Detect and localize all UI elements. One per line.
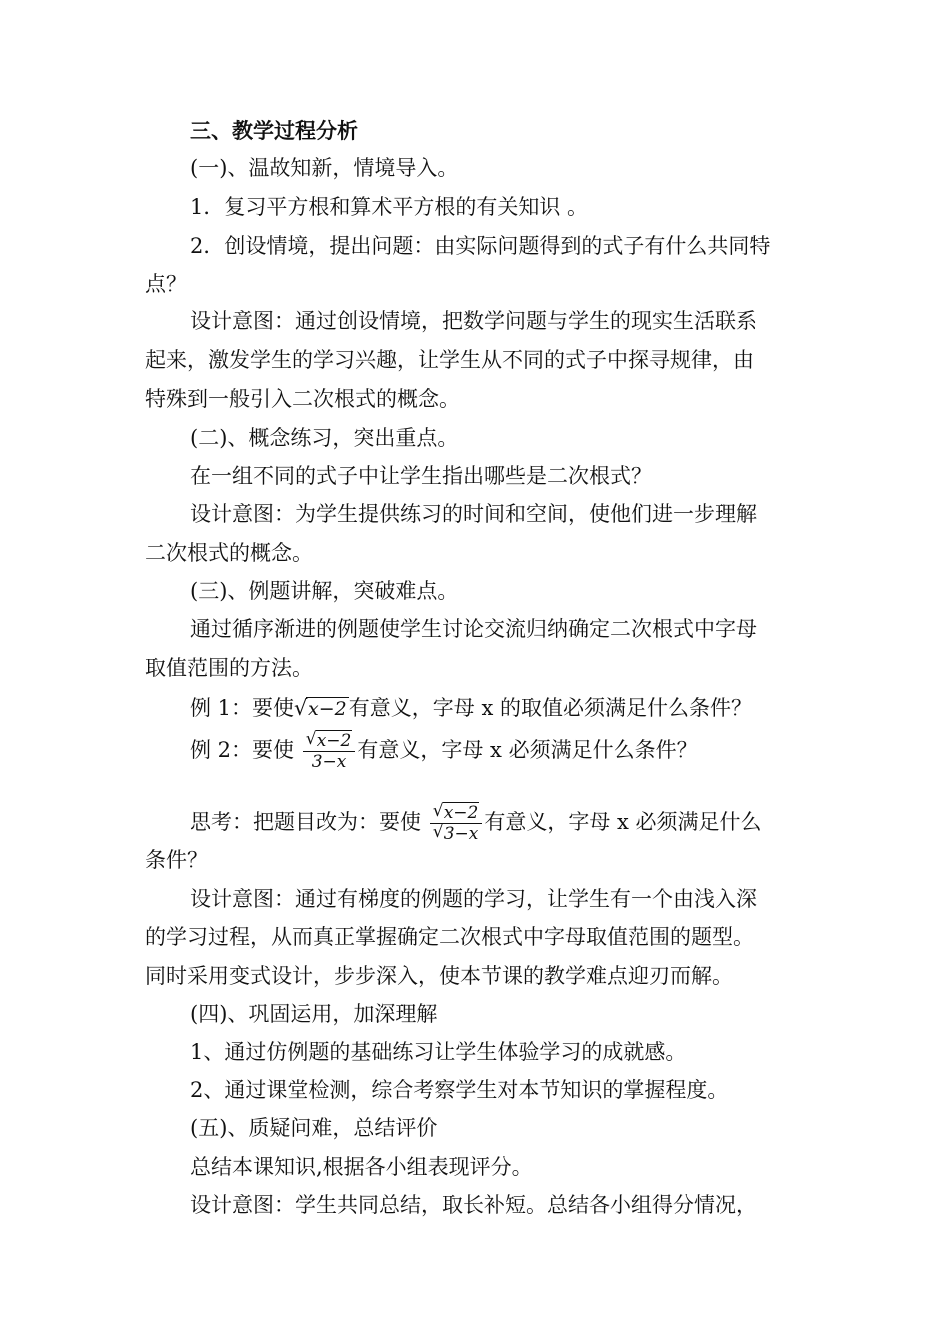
thinking-prefix: 思考：把题目改为：要使 xyxy=(190,810,428,834)
paragraph: 设计意图：通过有梯度的例题的学习，让学生有一个由浅入深 xyxy=(190,887,757,911)
radical-expression: √ x−2 xyxy=(294,696,347,720)
paragraph: (一)、温故知新，情境导入。 xyxy=(190,156,459,180)
paragraph: (二)、概念练习，突出重点。 xyxy=(190,426,459,450)
denominator: 3−x xyxy=(311,752,347,772)
paragraph: (四)、巩固运用，加深理解 xyxy=(190,1002,438,1026)
paragraph: 特殊到一般引入二次根式的概念。 xyxy=(145,387,460,411)
numerator: x−2 xyxy=(316,731,352,751)
example-2-prefix: 例 2：要使 xyxy=(190,738,301,762)
thinking-suffix: 有意义，字母 x 必须满足什么 xyxy=(484,810,762,834)
numerator: x−2 xyxy=(443,803,479,823)
thinking-question xyxy=(190,800,805,844)
paragraph: 二次根式的概念。 xyxy=(145,541,313,565)
paragraph: 设计意图：为学生提供练习的时间和空间，使他们进一步理解 xyxy=(190,502,757,526)
paragraph: 2．创设情境，提出问题：由实际问题得到的式子有什么共同特 xyxy=(190,234,771,258)
paragraph: 2、通过课堂检测，综合考察学生对本节知识的掌握程度。 xyxy=(190,1078,729,1102)
paragraph: 总结本课知识,根据各小组表现评分。 xyxy=(190,1155,533,1179)
radicand: x−2 xyxy=(308,698,347,720)
paragraph: 设计意图：通过创设情境，把数学问题与学生的现实生活联系 xyxy=(190,309,757,333)
example-1-suffix: 有意义，字母 x 的取值必须满足什么条件？ xyxy=(348,696,752,720)
example-1 xyxy=(190,693,805,724)
paragraph: 的学习过程，从而真正掌握确定二次根式中字母取值范围的题型。 xyxy=(145,925,754,949)
paragraph: 设计意图：学生共同总结，取长补短。总结各小组得分情况， xyxy=(190,1193,757,1217)
example-2-suffix: 有意义，字母 x 必须满足什么条件？ xyxy=(357,738,698,762)
paragraph: 1、通过仿例题的基础练习让学生体验学习的成就感。 xyxy=(190,1040,687,1064)
example-1-prefix: 例 1：要使 xyxy=(190,696,295,720)
paragraph: 1．复习平方根和算术平方根的有关知识 。 xyxy=(190,195,589,219)
fraction-expression: √ x−2 3−x xyxy=(303,731,356,772)
fraction-expression: √ x−2 √ 3−x xyxy=(430,803,483,844)
section-title: 三、教学过程分析 xyxy=(190,118,358,143)
paragraph: 在一组不同的式子中让学生指出哪些是二次根式？ xyxy=(190,464,652,488)
paragraph: (三)、例题讲解，突破难点。 xyxy=(190,579,459,603)
paragraph: 同时采用变式设计，步步深入，使本节课的教学难点迎刃而解。 xyxy=(145,964,733,988)
example-2 xyxy=(190,728,805,772)
paragraph: 通过循序渐进的例题使学生讨论交流归纳确定二次根式中字母 xyxy=(190,617,757,641)
paragraph: 条件？ xyxy=(145,848,208,872)
paragraph: 点？ xyxy=(145,272,187,296)
denominator: 3−x xyxy=(443,824,479,844)
paragraph: (五)、质疑问难，总结评价 xyxy=(190,1116,438,1140)
paragraph: 起来，激发学生的学习兴趣，让学生从不同的式子中探寻规律，由 xyxy=(145,348,754,372)
paragraph: 取值范围的方法。 xyxy=(145,656,313,680)
